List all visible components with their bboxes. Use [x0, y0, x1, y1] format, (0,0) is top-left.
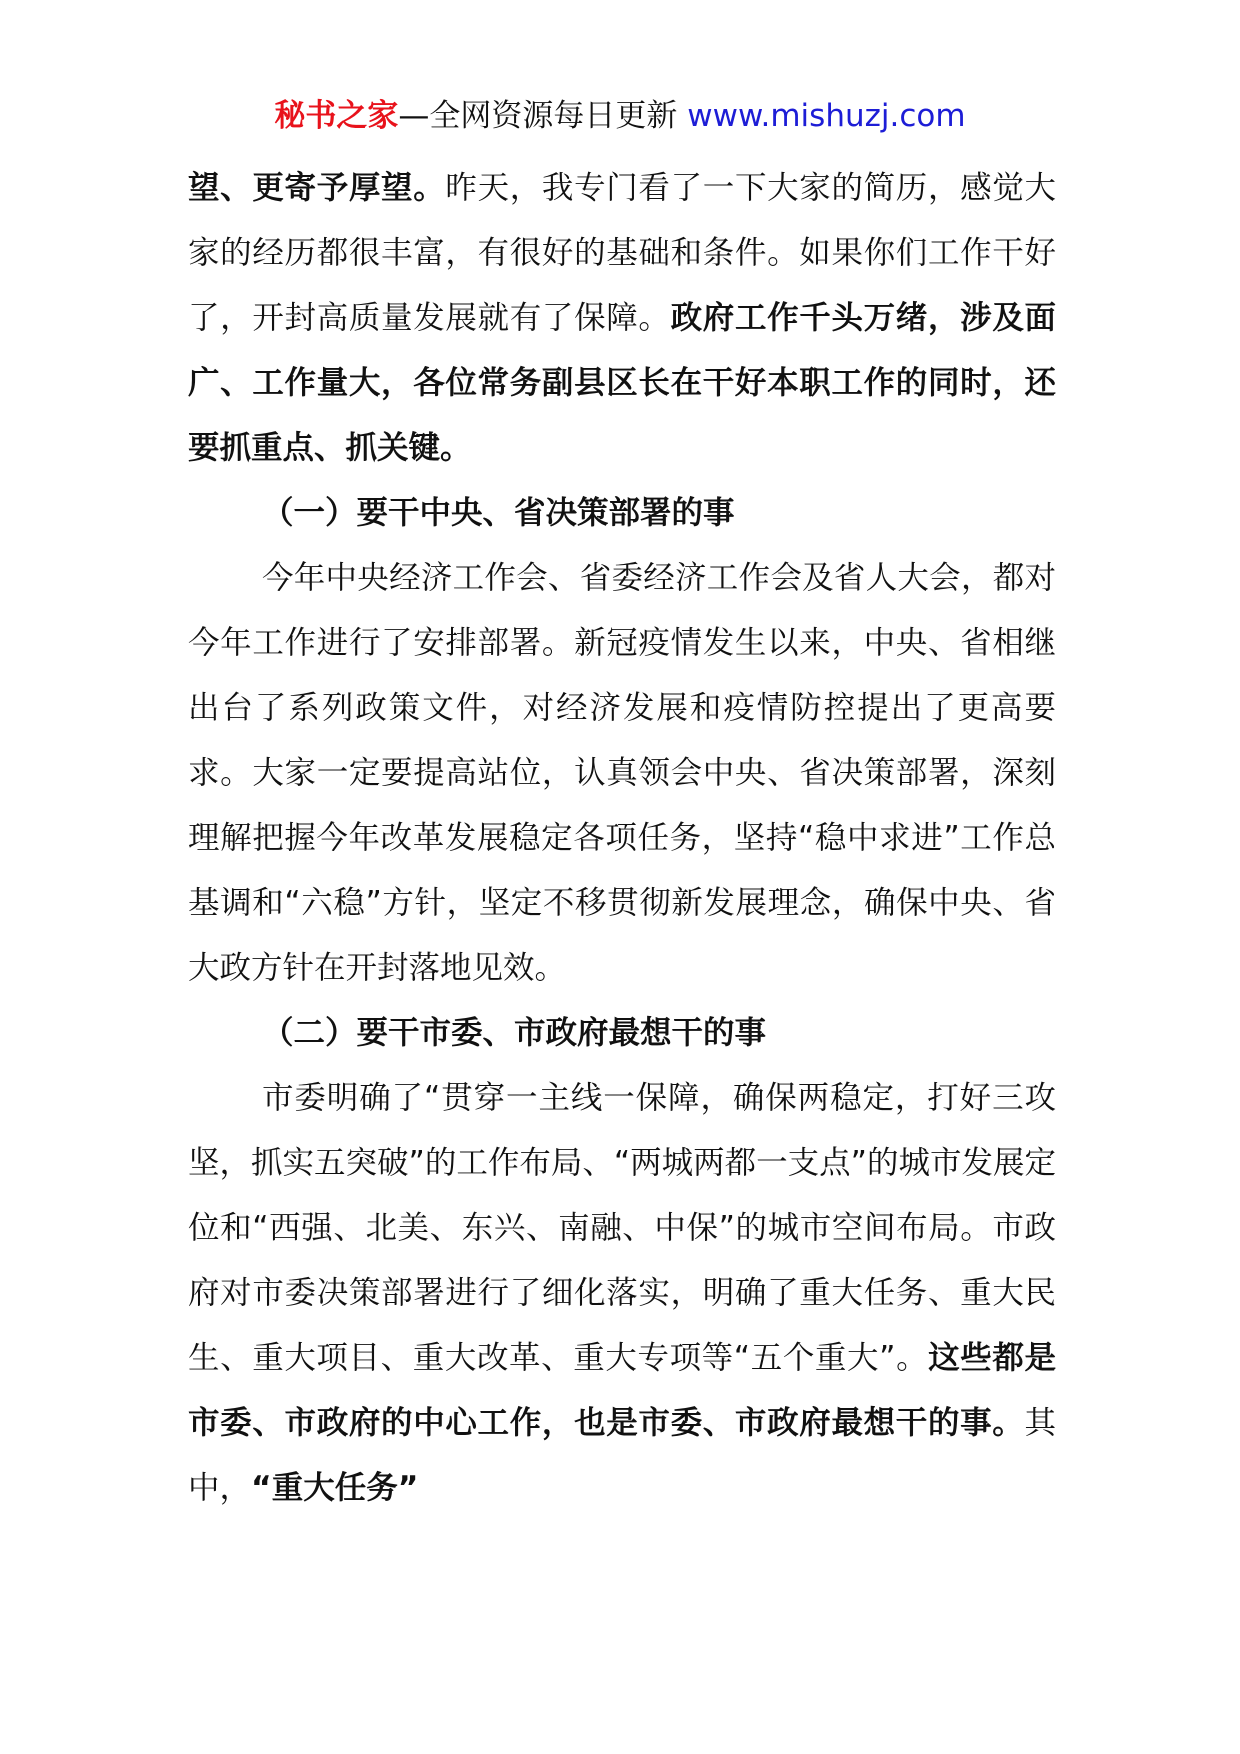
- regular-text: 市委明确了“贯穿一主线一保障，确保两稳定，打好三攻坚，抓实五突破”的工作布局、“两城两都一支点”的城市发展定位和“西强、北美、东兴、南融、中保”的城市空间布局。市政府对市委决策部署进行了细化落实，明确了重大任务、重大民生、重大项目、重大改革、重大专项等“五个重大”。: [188, 1080, 1056, 1376]
- document-body: [188, 156, 1056, 1521]
- section-heading-2: （二）要干市委、市政府最想干的事: [262, 1015, 767, 1051]
- regular-text: 昨天，我专门看了一下大家的简历，感觉大家的经历都很丰富，有很好的基础和条件。如果你们工作干好了，开封高质量发展就有了保障。: [188, 170, 1056, 336]
- page-header: [0, 96, 1240, 136]
- header-tagline: —全网资源每日更新: [398, 98, 688, 134]
- section-heading-1: （一）要干中央、省决策部署的事: [262, 495, 735, 531]
- paragraph-municipal-work: [188, 1066, 1056, 1521]
- bold-text: 这些都是市委、市政府的中心工作，也是市委、市政府最想干的事。: [188, 1340, 1056, 1441]
- regular-text: 其中，: [188, 1405, 1056, 1506]
- paragraph-central-deployment: 今年中央经济工作会、省委经济工作会及省人大会，都对今年工作进行了安排部署。新冠疫情发生以来，中央、省相继出台了系列政策文件，对经济发展和疫情防控提出了更高要求。大家一定要提高站位，认真领会中央、省决策部署，深刻理解把握今年改革发展稳定各项任务，坚持“稳中求进”工作总基调和“六稳”方针，坚定不移贯彻新发展理念，确保中央、省大政方针在开封落地见效。: [188, 560, 1056, 986]
- website-link[interactable]: www.mishuzj.com: [687, 98, 966, 134]
- paragraph-continuation: [188, 156, 1056, 481]
- bold-text: “重大任务”: [251, 1470, 419, 1506]
- brand-name: 秘书之家: [274, 98, 399, 134]
- bold-text: 望、更寄予厚望。: [188, 170, 446, 206]
- bold-text: 政府工作千头万绪，涉及面广、工作量大，各位常务副县区长在干好本职工作的同时，还要抓重点、抓关键。: [188, 300, 1056, 466]
